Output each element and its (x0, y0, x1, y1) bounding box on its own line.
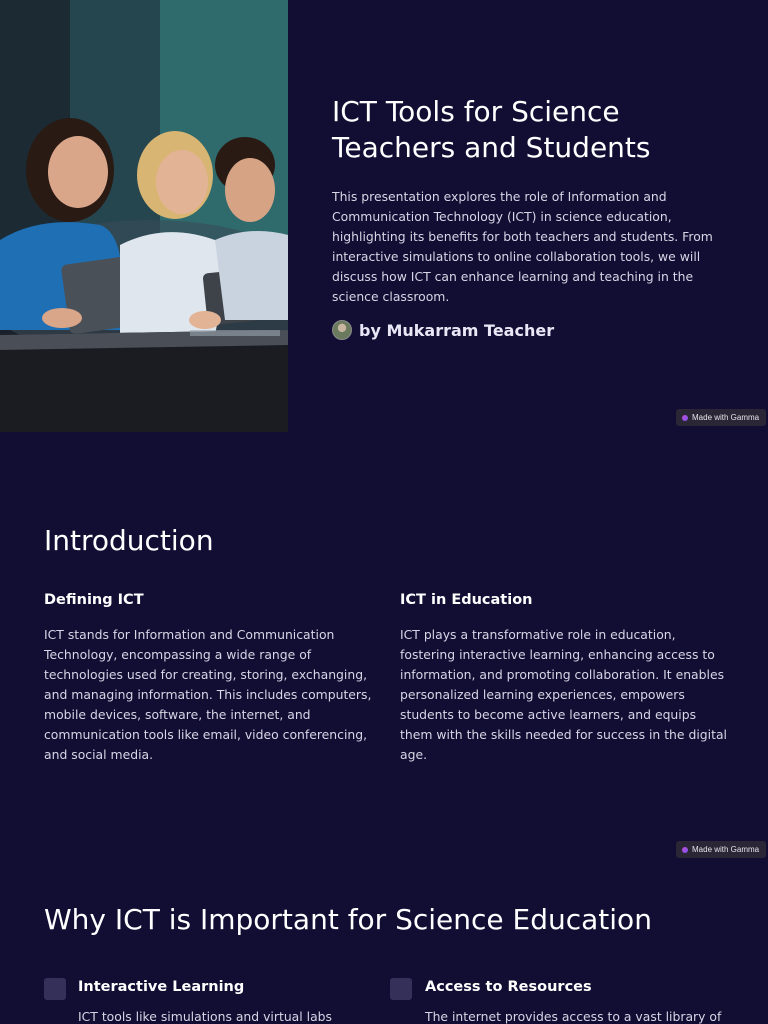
why-ict-heading: Why ICT is Important for Science Education (44, 903, 652, 936)
students-with-tablets-image (0, 0, 288, 432)
access-to-resources-title: Access to Resources (425, 979, 592, 995)
interactive-learning-title: Interactive Learning (78, 979, 245, 995)
title-slide (0, 0, 768, 432)
author-name: by Mukarram Teacher (359, 320, 555, 340)
introduction-heading: Introduction (44, 524, 214, 557)
author-line (332, 320, 554, 340)
gamma-logo-icon (682, 847, 688, 853)
access-to-resources-text: The internet provides access to a vast library of (425, 1009, 722, 1024)
avatar (332, 320, 352, 340)
presentation-description: This presentation explores the role of Information and Communication Technology (ICT) in science education, highlighting its benefits for both teachers and students. From interactive simulations to online collaboration tools, we will discuss how ICT can enhance learning and teaching in the science classroom. (332, 189, 713, 304)
interactive-learning-text: ICT tools like simulations and virtual labs (78, 1009, 332, 1024)
ict-in-education-text: ICT plays a transformative role in education, fostering interactive learning, enhancing access to information, and promoting collaboration. It enables personalized learning experiences, empowers students to become active learners, and equips them with the skills needed for success in the digital age. (400, 627, 727, 762)
badge-label: Made with Gamma (692, 845, 760, 854)
presentation-title: ICT Tools for Science Teachers and Students (332, 95, 651, 164)
made-with-gamma-badge[interactable] (676, 409, 766, 426)
gamma-logo-icon (682, 415, 688, 421)
feature-icon-box (44, 978, 66, 1000)
defining-ict-text: ICT stands for Information and Communication Technology, encompassing a wide range of technologies used for creating, storing, exchanging, and managing information. This includes computers, mobile devices, software, the internet, and communication tools like email, video conferencing, and social media. (44, 627, 372, 762)
made-with-gamma-badge[interactable] (676, 841, 766, 858)
feature-icon-box (390, 978, 412, 1000)
defining-ict-title: Defining ICT (44, 592, 144, 608)
badge-label: Made with Gamma (692, 413, 760, 422)
ict-in-education-title: ICT in Education (400, 592, 533, 608)
